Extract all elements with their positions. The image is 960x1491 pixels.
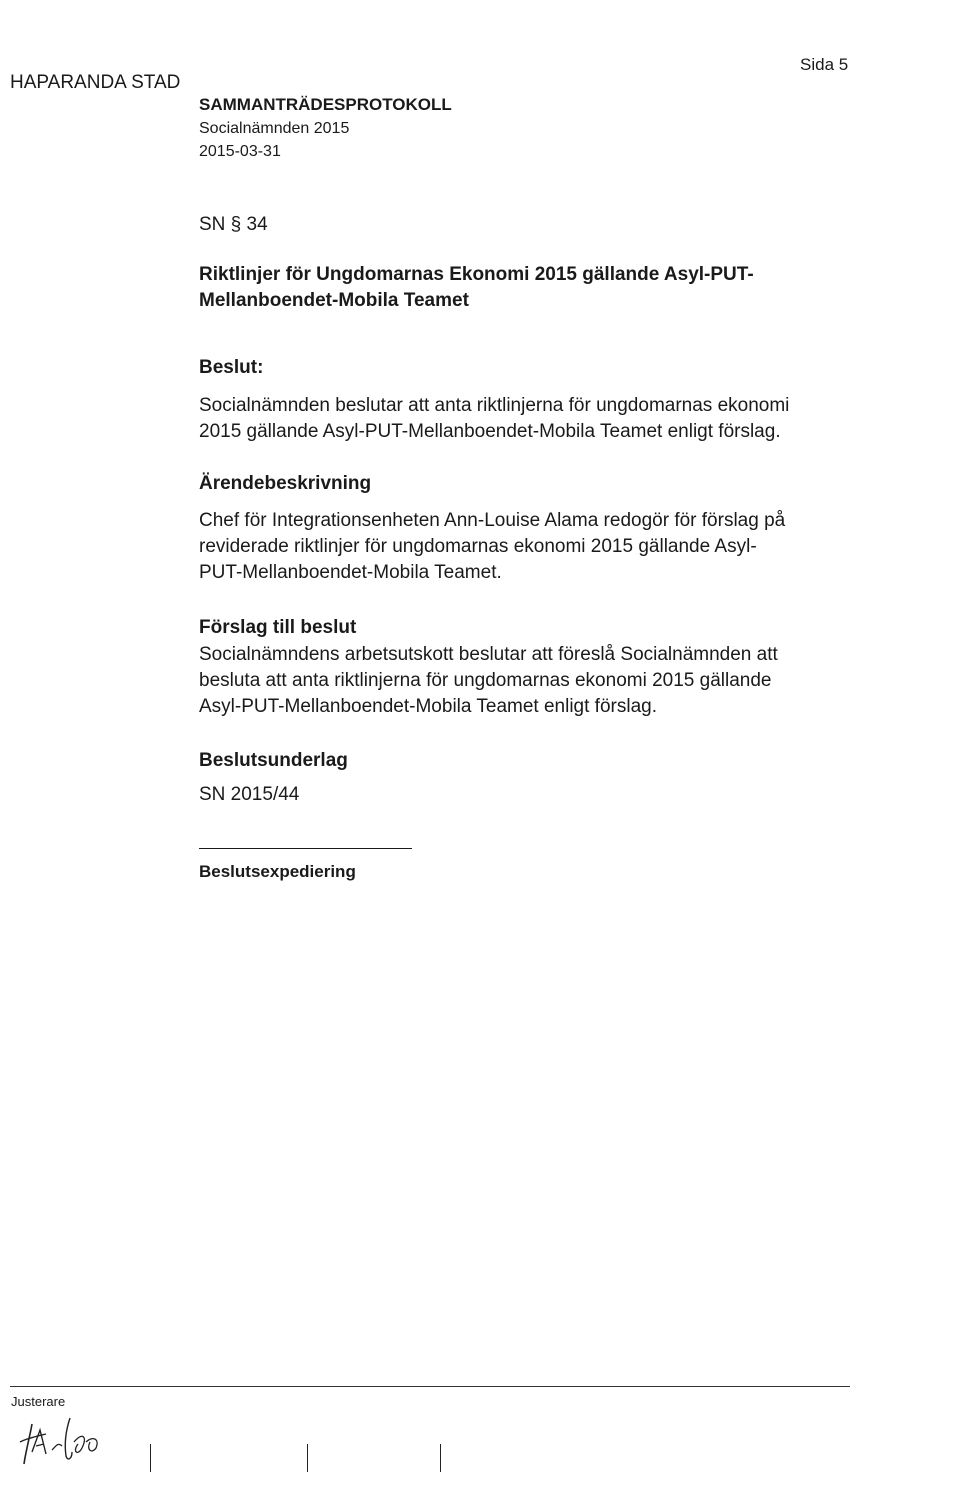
document-type: SAMMANTRÄDESPROTOKOLL xyxy=(199,95,452,114)
paragraph-line: Socialnämnden beslutar att anta riktlinjerna för ungdomarnas ekonomi xyxy=(199,395,790,416)
forslag-heading: Förslag till beslut xyxy=(199,617,357,638)
paragraph-line: Asyl-PUT-Mellanboendet-Mobila Teamet enligt förslag. xyxy=(199,696,657,717)
section-title xyxy=(199,262,754,314)
arendebeskrivning-heading: Ärendebeskrivning xyxy=(199,473,372,494)
signature-icon xyxy=(12,1412,112,1472)
meeting-date: 2015-03-31 xyxy=(199,143,281,160)
paragraph-line: besluta att anta riktlinjerna för ungdomarnas ekonomi 2015 gällande xyxy=(199,670,772,691)
divider xyxy=(199,848,412,849)
beslutsunderlag-heading: Beslutsunderlag xyxy=(199,750,348,771)
beslut-paragraph xyxy=(199,393,789,445)
signature-separator xyxy=(150,1444,151,1472)
forslag-paragraph xyxy=(199,642,778,720)
arendebeskrivning-paragraph xyxy=(199,508,785,586)
page-number: Sida 5 xyxy=(800,55,849,74)
organization-name: HAPARANDA STAD xyxy=(10,72,181,93)
paragraph-line: 2015 gällande Asyl-PUT-Mellanboendet-Mobila Teamet enligt förslag. xyxy=(199,421,781,442)
footer-divider xyxy=(10,1386,850,1387)
signature-separator xyxy=(440,1444,441,1472)
section-number: SN § 34 xyxy=(199,214,268,235)
committee-name: Socialnämnden 2015 xyxy=(199,120,350,137)
beslut-heading: Beslut: xyxy=(199,357,264,378)
beslutsexpediering-heading: Beslutsexpediering xyxy=(199,862,356,881)
section-title-line: Mellanboendet-Mobila Teamet xyxy=(199,290,469,311)
paragraph-line: Socialnämndens arbetsutskott beslutar att föreslå Socialnämnden att xyxy=(199,644,778,665)
signature-separator xyxy=(307,1444,308,1472)
section-title-line: Riktlinjer för Ungdomarnas Ekonomi 2015 gällande Asyl-PUT- xyxy=(199,264,754,285)
justerare-label: Justerare xyxy=(11,1394,66,1409)
paragraph-line: reviderade riktlinjer för ungdomarnas ekonomi 2015 gällande Asyl- xyxy=(199,536,757,557)
beslutsunderlag-value: SN 2015/44 xyxy=(199,784,300,805)
paragraph-line: PUT-Mellanboendet-Mobila Teamet. xyxy=(199,562,502,583)
paragraph-line: Chef för Integrationsenheten Ann-Louise Alama redogör för förslag på xyxy=(199,510,786,531)
